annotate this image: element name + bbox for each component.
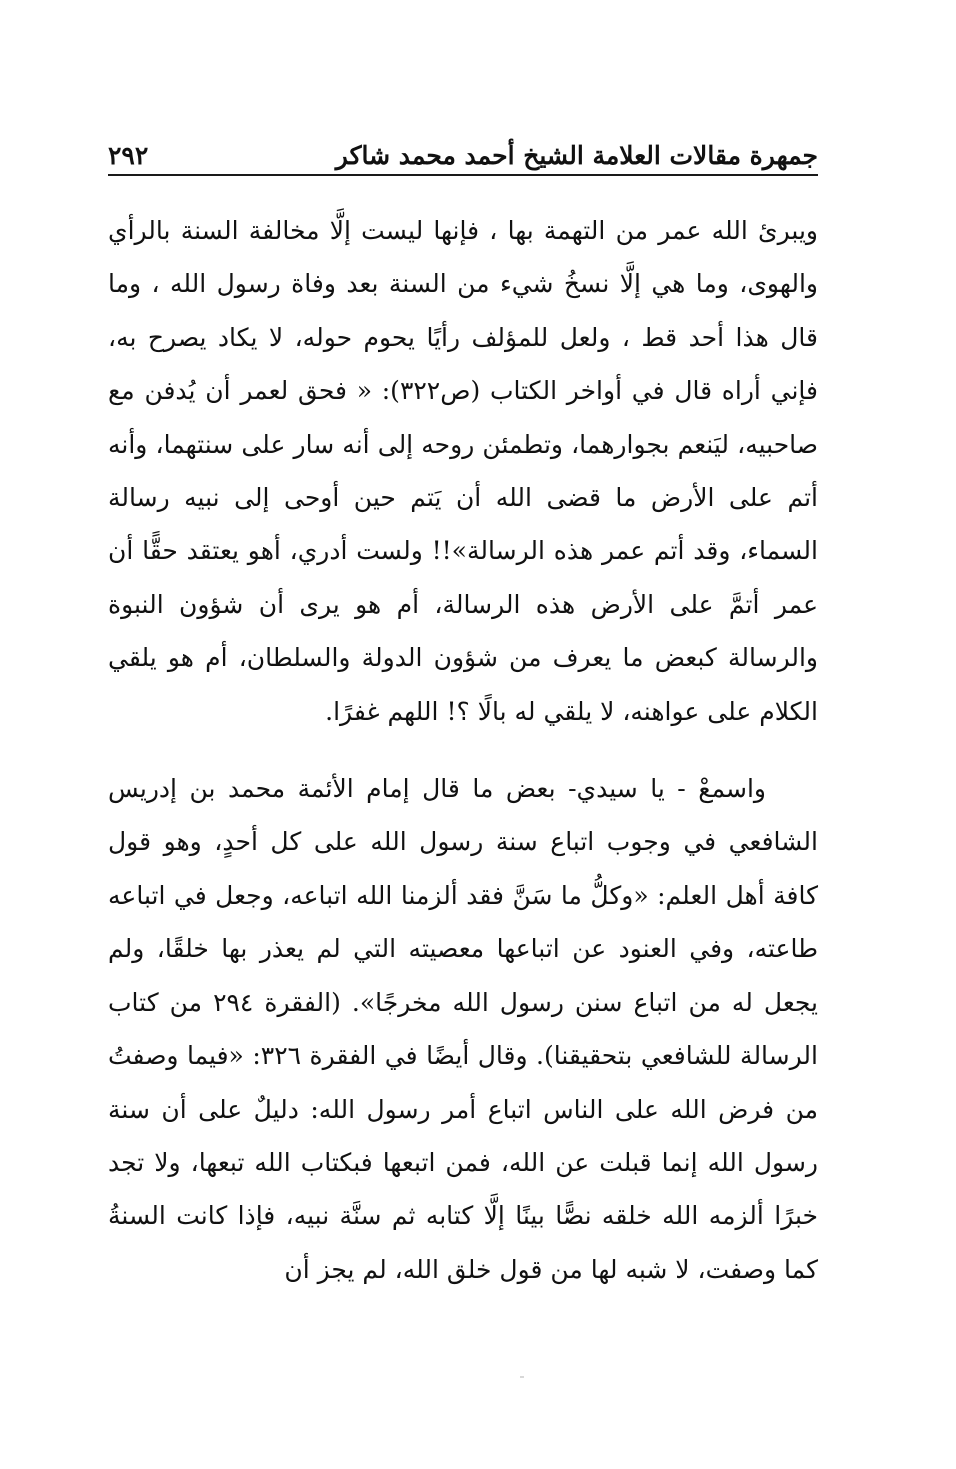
header-title: جمهرة مقالات العلامة الشيخ أحمد محمد شاكر (335, 141, 818, 170)
page-body (108, 204, 818, 1296)
scan-speck (520, 1376, 524, 1378)
paragraph: واسمعْ - يا سيدي- بعض ما قال إمام الأئمة محمد بن إدريس الشافعي في وجوب اتباع سنة رسول الله على كل أحدٍ، وهو قول كافة أهل العلم: «وكلُّ ما سَنَّ فقد ألزمنا الله اتباعه، وجعل في اتباعه طاعته، وفي العنود عن اتباعها معصيته التي لم يعذر بها خلقًا، ولم يجعل له من اتباع سنن رسول الله مخرجًا». (الفقرة ٢٩٤ من كتاب الرسالة للشافعي بتحقيقنا). وقال أيضًا في الفقرة ٣٢٦: «فيما وصفتُ من فرض الله على الناس اتباع أمر رسول الله: دليلٌ على أن سنة رسول الله إنما قبلت عن الله، فمن اتبعها فبكتاب الله تبعها، ولا تجد خبرًا ألزمه الله خلقه نصًّا بينًا إلَّا كتابه ثم سنَّة نبيه، فإذا كانت السنةُ كما وصفت، لا شبه لها من قول خلق الله، لم يجز أن (108, 774, 818, 1284)
page-number: ٢٩٢ (108, 141, 149, 170)
paragraph: ويبرئ الله عمر من التهمة بها ، فإنها ليست إلَّا مخالفة السنة بالرأي والهوى، وما هي إلَّا نسخُ شيء من السنة بعد وفاة رسول الله ، وما قال هذا أحد قط ، ولعل للمؤلف رأيًا يحوم حوله، لا يكاد يصرح به، فإني أراه قال في أواخر الكتاب (ص٣٢٢): « فحق لعمر أن يُدفن مع صاحبيه، ليَنعم بجوارهما، وتطمئن روحه إلى أنه سار على سنتهما، وأنه أتم على الأرض ما قضى الله أن يَتم حين أوحى إلى نبيه رسالة السماء، وقد أتم عمر هذه الرسالة»!! ولست أدري، أهو يعتقد حقًّا أن عمر أتمَّ على الأرض هذه الرسالة، أم هو يرى أن شؤون النبوة والرسالة كبعض ما يعرف من شؤون الدولة والسلطان، أم هو يلقي الكلام على عواهنه، لا يلقي له بالًا ؟! اللهم غفرًا. (108, 216, 818, 726)
running-header (108, 128, 818, 176)
